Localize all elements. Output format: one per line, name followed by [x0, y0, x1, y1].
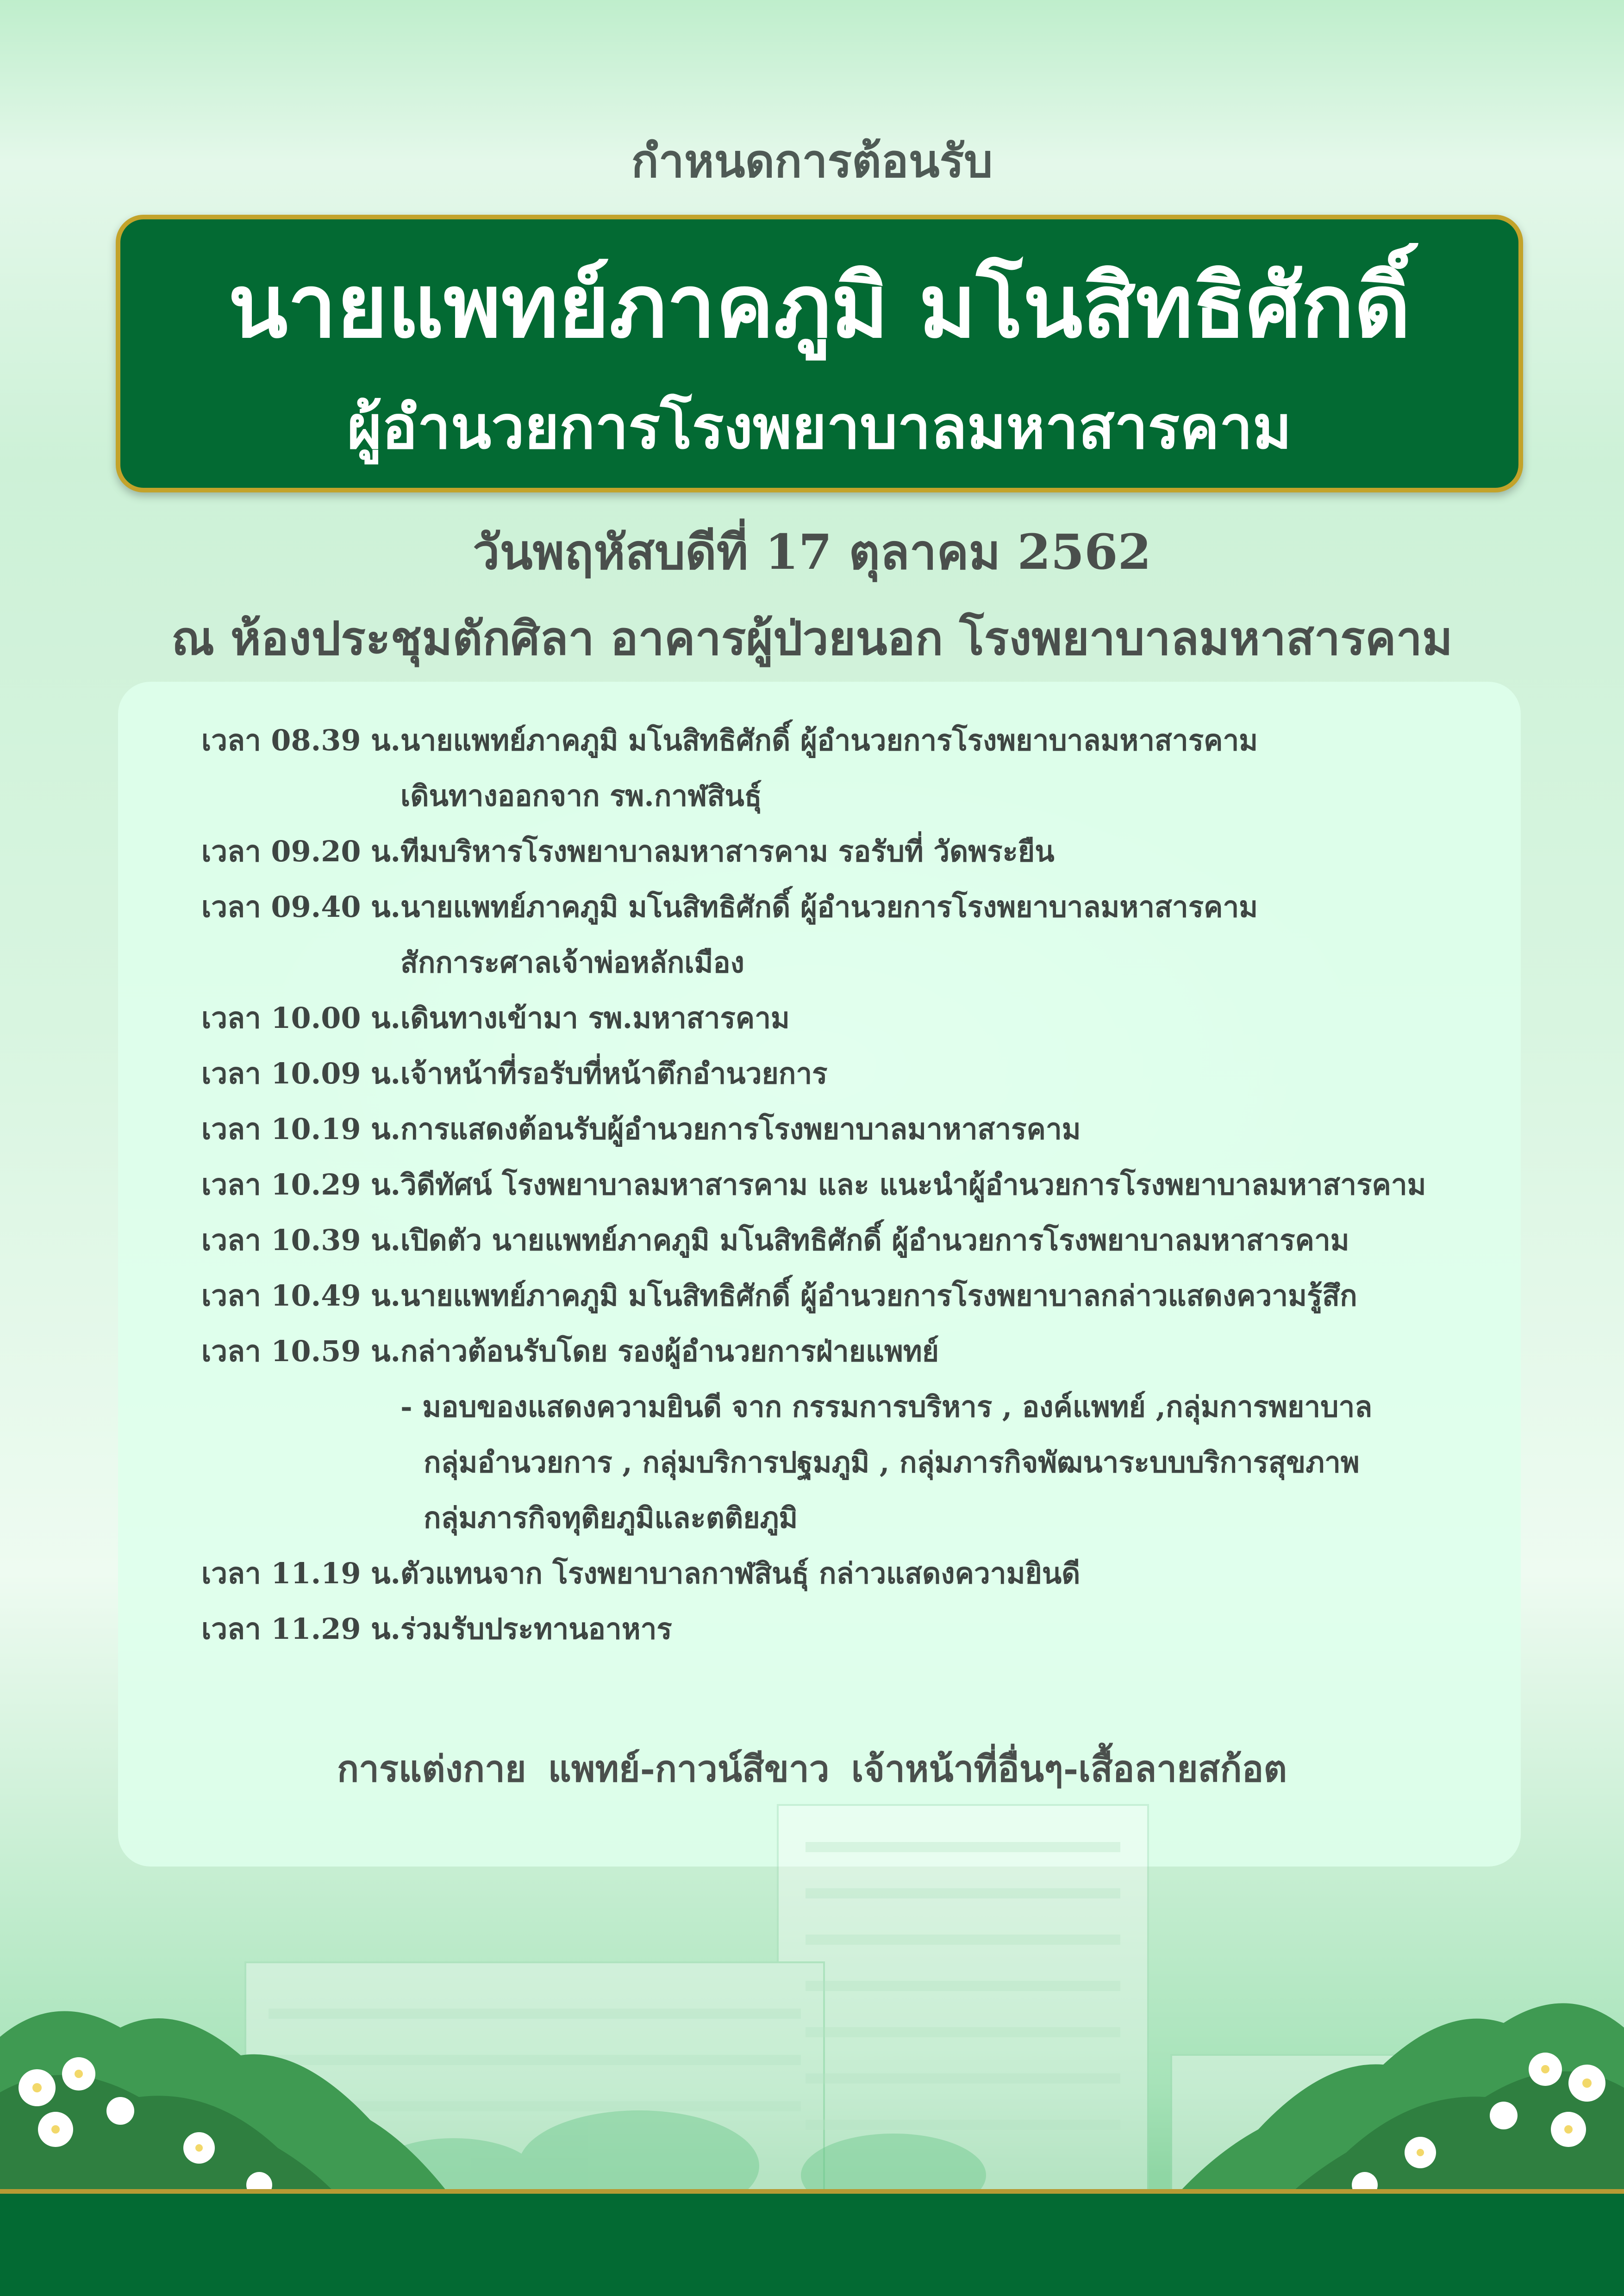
- schedule-desc: กล่าวต้อนรับโดย รองผู้อำนวยการฝ่ายแพทย์: [400, 1334, 939, 1368]
- date-line: วันพฤหัสบดีที่ 17 ตุลาคม 2562: [473, 523, 1151, 580]
- schedule-row: [201, 824, 1507, 879]
- schedule-row: [201, 1046, 1507, 1101]
- schedule-subitem: - มอบของแสดงความยินดี จาก กรรมการบริหาร , องค์แพทย์ ,กลุ่มการพยาบาล: [400, 1390, 1373, 1424]
- banner-name: นายแพทย์ภาคภูมิ มโนสิทธิศักดิ์: [228, 255, 1411, 357]
- schedule-row: [201, 1268, 1507, 1324]
- schedule-desc: เจ้าหน้าที่รอรับที่หน้าตึกอำนวยการ: [400, 1057, 828, 1090]
- flower-decoration-left: [0, 1935, 463, 2213]
- footer-band: [0, 2189, 1624, 2296]
- schedule-row: [201, 1601, 1507, 1657]
- schedule-time: เวลา 10.19 น.: [201, 1112, 401, 1146]
- schedule-time: เวลา 09.40 น.: [201, 890, 401, 924]
- schedule-time: เวลา 11.19 น.: [201, 1556, 401, 1590]
- schedule-row: [201, 1157, 1507, 1213]
- dress-code: การแต่งกาย แพทย์-กาวน์สีขาว เจ้าหน้าที่อื่นๆ-เสื้อลายสก้อต: [337, 1748, 1287, 1790]
- schedule-continuation: เดินทางออกจาก รพ.กาฬสินธุ์: [400, 779, 762, 813]
- schedule-desc: นายแพทย์ภาคภูมิ มโนสิทธิศักดิ์ ผู้อำนวยการโรงพยาบาลมหาสารคาม: [400, 890, 1258, 924]
- schedule-row: [201, 1546, 1507, 1601]
- schedule-time: เวลา 10.09 น.: [201, 1057, 401, 1090]
- schedule-row: [201, 1324, 1507, 1379]
- schedule-time: เวลา 10.29 น.: [201, 1168, 401, 1201]
- schedule-time: เวลา 10.59 น.: [201, 1334, 401, 1368]
- schedule-time: เวลา 10.00 น.: [201, 1001, 401, 1035]
- schedule-desc: วิดีทัศน์ โรงพยาบาลมหาสารคาม และ แนะนำผู้อำนวยการโรงพยาบาลมหาสารคาม: [400, 1168, 1426, 1201]
- schedule-time: เวลา 10.39 น.: [201, 1223, 401, 1257]
- schedule-row: [201, 1101, 1507, 1157]
- schedule-time: เวลา 08.39 น.: [201, 723, 401, 757]
- schedule-desc: ตัวแทนจาก โรงพยาบาลกาฬสินธุ์ กล่าวแสดงความยินดี: [400, 1556, 1081, 1590]
- schedule-row: [201, 879, 1507, 935]
- schedule-desc: นายแพทย์ภาคภูมิ มโนสิทธิศักดิ์ ผู้อำนวยการโรงพยาบาลกล่าวแสดงความรู้สึก: [400, 1279, 1357, 1313]
- schedule-time: เวลา 11.29 น.: [201, 1612, 401, 1646]
- schedule-row: [201, 1213, 1507, 1268]
- banner-position: ผู้อำนวยการโรงพยาบาลมหาสารคาม: [347, 393, 1292, 462]
- schedule-desc: การแสดงต้อนรับผู้อำนวยการโรงพยาบาลมาหาสารคาม: [400, 1112, 1081, 1146]
- schedule-continuation: สักการะศาลเจ้าพ่อหลักเมือง: [400, 946, 744, 979]
- schedule-subitem: กลุ่มอำนวยการ , กลุ่มบริการปฐมภูมิ , กลุ่มภารกิจพัฒนาระบบบริการสุขภาพ: [424, 1445, 1360, 1479]
- schedule-subitem: กลุ่มภารกิจทุติยภูมิและตติยภูมิ: [424, 1501, 798, 1535]
- venue-line: ณ ห้องประชุมตักศิลา อาคารผู้ป่วยนอก โรงพยาบาลมหาสารคาม: [171, 611, 1453, 666]
- schedule-desc: นายแพทย์ภาคภูมิ มโนสิทธิศักดิ์ ผู้อำนวยการโรงพยาบาลมหาสารคาม: [400, 723, 1258, 757]
- schedule-row: [201, 713, 1507, 768]
- schedule-list: [201, 713, 1507, 1657]
- schedule-desc: ทีมบริหารโรงพยาบาลมหาสารคาม รอรับที่ วัดพระยืน: [400, 834, 1055, 868]
- title-banner: [116, 215, 1523, 492]
- schedule-desc: ร่วมรับประทานอาหาร: [400, 1612, 672, 1646]
- schedule-time: เวลา 10.49 น.: [201, 1279, 401, 1313]
- schedule-row: [201, 990, 1507, 1046]
- flower-decoration-right: [1161, 1935, 1624, 2213]
- schedule-desc: เปิดตัว นายแพทย์ภาคภูมิ มโนสิทธิศักดิ์ ผู้อำนวยการโรงพยาบาลมหาสารคาม: [400, 1223, 1349, 1257]
- schedule-desc: เดินทางเข้ามา รพ.มหาสารคาม: [400, 1001, 790, 1035]
- schedule-time: เวลา 09.20 น.: [201, 834, 401, 868]
- page-subtitle: กำหนดการต้อนรับ: [631, 135, 993, 188]
